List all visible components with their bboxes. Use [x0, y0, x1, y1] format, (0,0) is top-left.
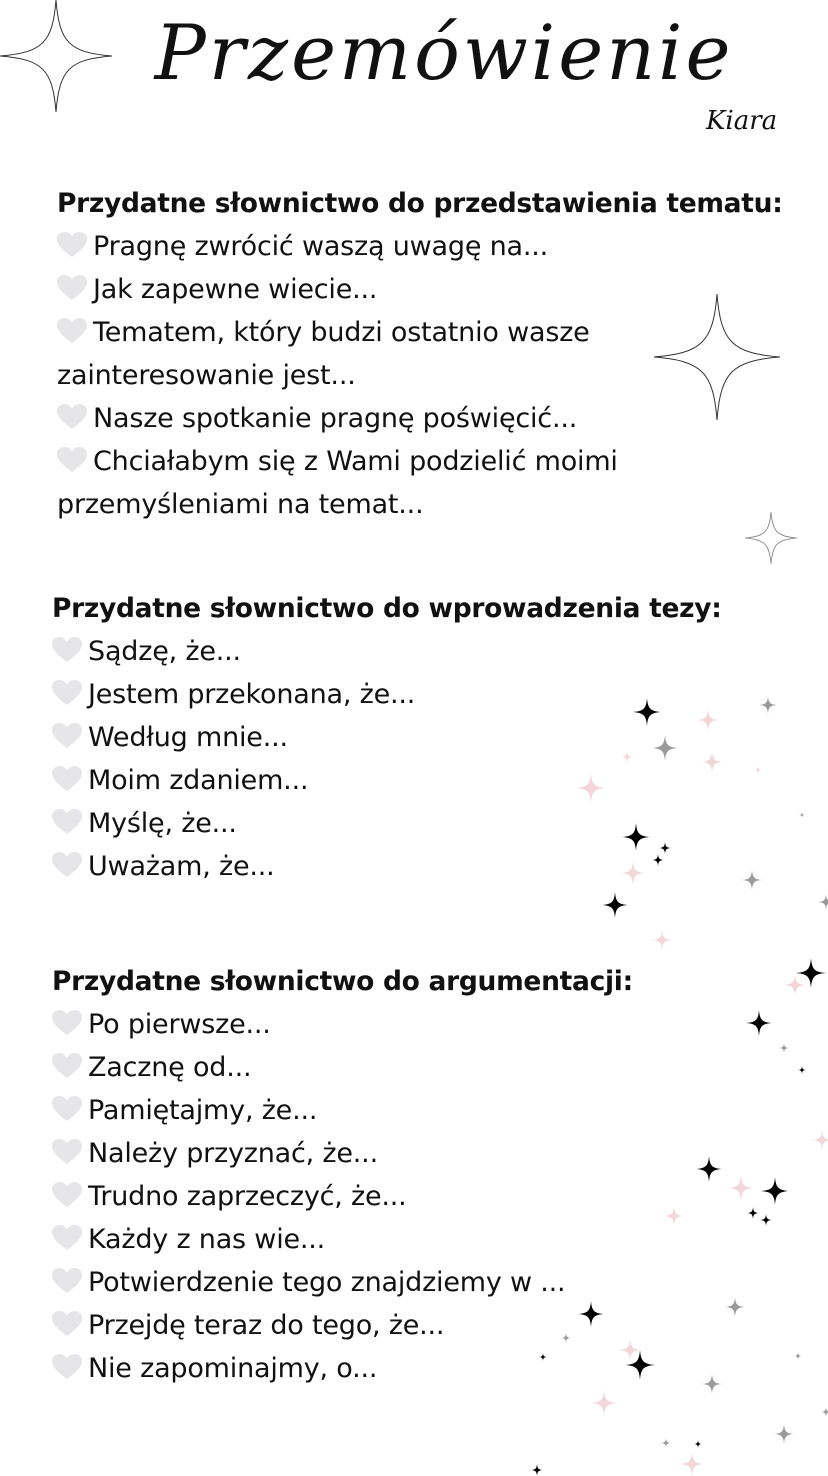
sparkle-star-icon	[754, 766, 762, 774]
list-item: Pamiętajmy, że...	[52, 1089, 822, 1132]
sparkle-star-icon	[694, 1440, 702, 1448]
list-item-continuation: zainteresowanie jest...	[57, 360, 356, 391]
heart-icon	[52, 1053, 82, 1079]
sparkle-star-icon	[779, 1043, 789, 1053]
sparkle-star-icon	[602, 892, 628, 918]
sparkle-star-icon	[774, 1424, 794, 1444]
list-item: Po pierwsze...	[52, 1003, 822, 1046]
heart-icon	[52, 723, 82, 749]
heart-icon	[52, 852, 82, 878]
sparkle-star-icon	[798, 1066, 806, 1074]
sparkle-star-icon	[725, 1297, 745, 1317]
list-item: Tematem, który budzi ostatnio wasze	[57, 311, 827, 354]
section-topic	[57, 182, 827, 526]
heart-icon	[57, 404, 87, 430]
list-item: Przejdę teraz do tego, że...	[52, 1304, 822, 1347]
heart-icon	[52, 1311, 82, 1337]
sparkle-star-icon	[696, 1156, 722, 1182]
sparkle-star-icon	[761, 1177, 789, 1205]
list-item: Jestem przekonana, że...	[52, 673, 822, 716]
list-item: Każdy z nas wie...	[52, 1218, 822, 1261]
heart-icon	[52, 1139, 82, 1165]
sparkle-star-icon	[661, 1438, 671, 1448]
sparkle-star-icon	[794, 1352, 802, 1360]
sparkle-star-icon	[702, 1374, 722, 1394]
sparkle-star-icon	[652, 930, 672, 950]
sparkle-star-icon	[622, 823, 650, 851]
author: Kiara	[706, 106, 778, 136]
heart-icon	[57, 275, 87, 301]
sparkle-star-icon	[701, 751, 723, 773]
list-item: Moim zdaniem...	[52, 759, 822, 802]
sparkle-star-icon	[591, 1390, 617, 1416]
title	[0, 8, 828, 97]
section-heading: Przydatne słownictwo do argumentacji:	[52, 966, 633, 997]
section-thesis	[52, 587, 822, 888]
list-item: Pragnę zwrócić waszą uwagę na...	[57, 225, 827, 268]
heart-icon	[52, 1225, 82, 1251]
sparkle-star-icon	[818, 894, 828, 910]
sparkle-star-icon	[531, 1464, 543, 1476]
list-item: Sądzę, że...	[52, 630, 822, 673]
heart-icon	[52, 637, 82, 663]
sparkle-star-icon	[759, 696, 777, 714]
list-item: Według mnie...	[52, 716, 822, 759]
heart-icon	[52, 1096, 82, 1122]
outline-star-icon	[0, 0, 112, 112]
section-heading: Przydatne słownictwo do wprowadzenia tezy:	[52, 593, 722, 624]
sparkle-star-icon	[760, 1214, 772, 1226]
heart-icon	[52, 1010, 82, 1036]
sparkle-star-icon	[539, 1353, 547, 1361]
list-item: Trudno zaprzeczyć, że...	[52, 1175, 822, 1218]
heart-icon	[57, 447, 87, 473]
sparkle-star-icon	[747, 1207, 759, 1219]
heart-icon	[52, 1268, 82, 1294]
heart-icon	[52, 1354, 82, 1380]
page-title: Przemówienie	[154, 8, 734, 97]
list-item: Zacznę od...	[52, 1046, 822, 1089]
sparkle-star-icon	[680, 1452, 704, 1476]
sparkle-star-icon	[812, 1130, 828, 1150]
list-item: Nie zapominajmy, o...	[52, 1347, 822, 1390]
heart-icon	[52, 809, 82, 835]
list-item: Jak zapewne wiecie...	[57, 268, 827, 311]
sparkle-star-icon	[652, 854, 664, 866]
heart-icon	[57, 318, 87, 344]
sparkle-star-icon	[576, 773, 606, 803]
heart-icon	[57, 232, 87, 258]
sparkle-star-icon	[659, 842, 671, 854]
list-item: Nasze spotkanie pragnę poświęcić...	[57, 397, 827, 440]
sparkle-star-icon	[578, 1301, 604, 1327]
sparkle-star-icon	[746, 1010, 772, 1036]
sparkle-star-icon	[561, 1333, 571, 1343]
list-item: Uważam, że...	[52, 845, 822, 888]
sparkle-star-icon	[728, 1175, 754, 1201]
sparkle-star-icon	[621, 751, 633, 763]
sparkle-star-icon	[799, 812, 805, 818]
sparkle-star-icon	[621, 861, 645, 885]
sparkle-star-icon	[664, 1206, 684, 1226]
sparkle-star-icon	[742, 870, 762, 890]
heart-icon	[52, 1182, 82, 1208]
sparkle-star-icon	[697, 709, 719, 731]
list-item: Należy przyznać, że...	[52, 1132, 822, 1175]
sparkle-star-icon	[652, 735, 678, 761]
list-item: Chciałabym się z Wami podzielić moimi	[57, 440, 827, 483]
sparkle-star-icon	[625, 1350, 655, 1380]
section-heading: Przydatne słownictwo do przedstawienia tematu:	[57, 188, 783, 219]
heart-icon	[52, 680, 82, 706]
list-item-continuation: przemyśleniami na temat...	[57, 489, 424, 520]
heart-icon	[52, 766, 82, 792]
sparkle-star-icon	[821, 1407, 828, 1417]
list-item: Potwierdzenie tego znajdziemy w ...	[52, 1261, 822, 1304]
sparkle-star-icon	[633, 698, 661, 726]
sparkle-star-icon	[784, 974, 806, 996]
list-item: Myślę, że...	[52, 802, 822, 845]
